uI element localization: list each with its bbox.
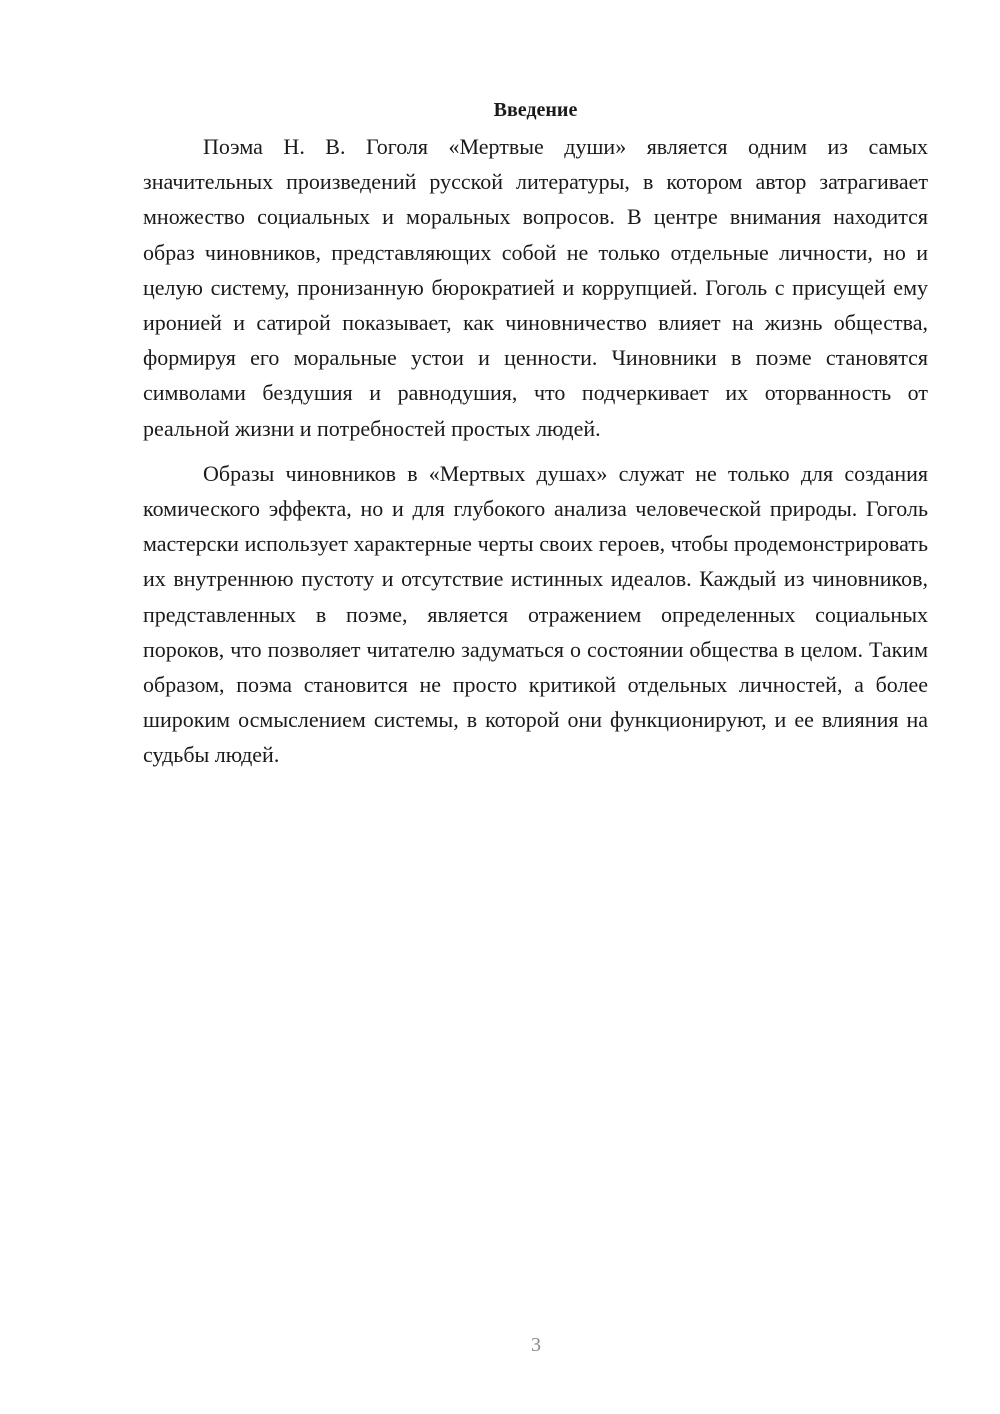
section-heading: Введение: [493, 99, 578, 121]
paragraph-1: Поэма Н. В. Гоголя «Мертвые души» является одним из самых значительных произведений русской литературы, в котором автор затрагивает множество социальных и моральных вопросов. В центре внимания находится образ чиновников, представляющих собой не только отдельные личности, но и целую систему, пронизанную бюрократией и коррупцией. Гоголь с присущей ему иронией и сатирой показывает, как чиновничество влияет на жизнь общества, формируя его моральные устои и ценности. Чиновники в поэме становятся символами бездушия и равнодушия, что подчеркивает их оторванность от реальной жизни и потребностей простых людей.: [143, 134, 928, 441]
page-number: 3: [531, 1334, 541, 1356]
paragraph-2: Образы чиновников в «Мертвых душах» служат не только для создания комического эффекта, но и для глубокого анализа человеческой природы. Гоголь мастерски использует характерные черты своих героев, чтобы продемонстрировать их внутреннюю пустоту и отсутствие истинных идеалов. Каждый из чиновников, представленных в поэме, является отражением определенных социальных пороков, что позволяет читателю задуматься о состоянии общества в целом. Таким образом, поэма становится не просто критикой отдельных личностей, а более широким осмыслением системы, в которой они функционируют, и ее влияния на судьбы людей.: [143, 460, 928, 768]
page-content: [143, 95, 928, 773]
